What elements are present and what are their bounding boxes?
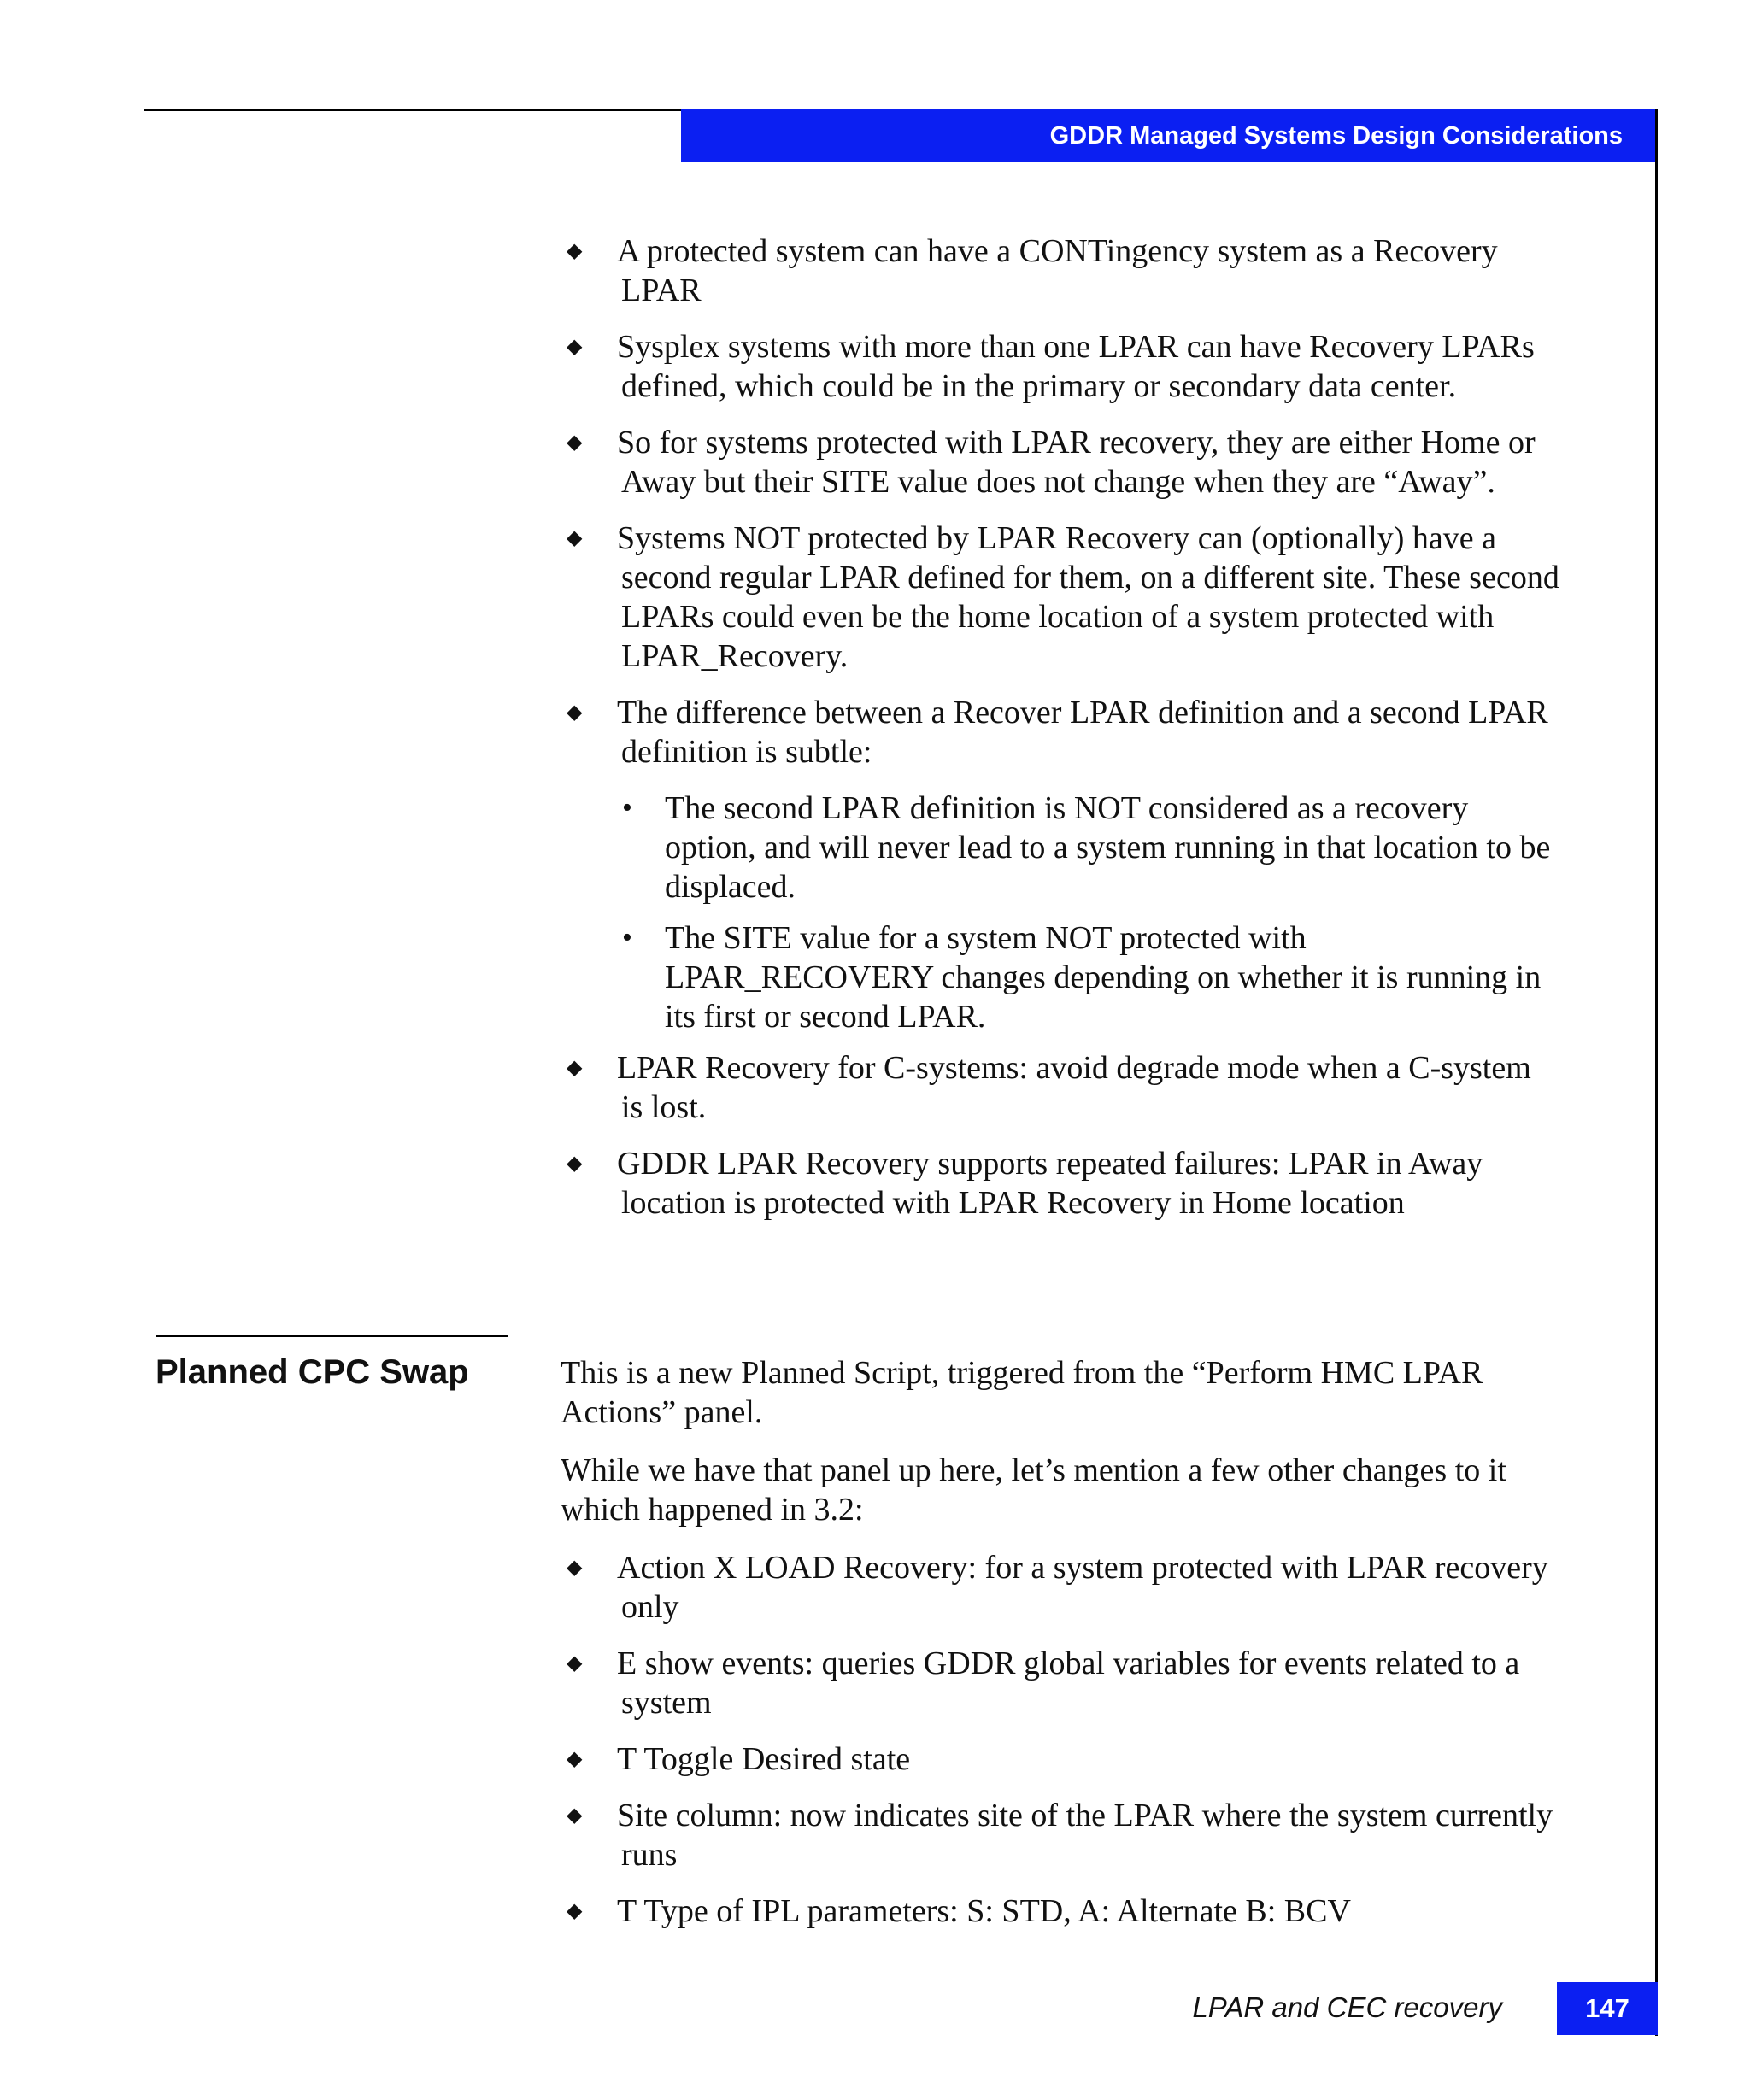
footer-chapter-title: LPAR and CEC recovery <box>1192 1991 1502 2023</box>
section-body <box>561 1353 1569 1931</box>
diamond-bullet-icon: ◆ <box>567 527 583 549</box>
section-rule <box>156 1335 508 1337</box>
running-header <box>681 109 1658 162</box>
dot-bullet-icon: • <box>622 922 632 953</box>
list-item: ◆ Action X LOAD Recovery: for a system protected with LPAR recovery only <box>567 1550 1548 1625</box>
paragraph: While we have that panel up here, let’s mention a few other changes to it which happened in 3.2: <box>561 1452 1506 1528</box>
list-item: ◆ Sysplex systems with more than one LPAR can have Recovery LPARs defined, which could be in the primary or secondary data center. <box>567 329 1535 404</box>
page-number <box>1557 1982 1658 2035</box>
bullet-list-top <box>561 232 1569 1223</box>
list-item: ◆ So for systems protected with LPAR recovery, they are either Home or Away but their SITE value does not change when they are “Away”. <box>567 425 1536 500</box>
list-item: ◆ E show events: queries GDDR global variables for events related to a system <box>567 1645 1520 1721</box>
running-header-title: GDDR Managed Systems Design Considerations <box>1049 121 1623 150</box>
paragraph: This is a new Planned Script, triggered from the “Perform HMC LPAR Actions” panel. <box>561 1355 1483 1430</box>
diamond-bullet-icon: ◆ <box>567 1804 583 1827</box>
list-item: ◆ Site column: now indicates site of the LPAR where the system currently runs <box>567 1798 1553 1873</box>
diamond-bullet-icon: ◆ <box>567 701 583 724</box>
sub-list-item: • The SITE value for a system NOT protected with LPAR_RECOVERY changes depending on whether it is running in its first or second LPAR. <box>622 920 1542 1035</box>
diamond-bullet-icon: ◆ <box>567 431 583 454</box>
list-item: ◆ GDDR LPAR Recovery supports repeated failures: LPAR in Away location is protected with LPAR Recovery in Home location <box>567 1146 1483 1221</box>
list-item: ◆ T Type of IPL parameters: S: STD, A: Alternate B: BCV <box>567 1893 1351 1929</box>
list-item: ◆ A protected system can have a CONTingency system as a Recovery LPAR <box>567 233 1498 308</box>
diamond-bullet-icon: ◆ <box>567 1557 583 1579</box>
diamond-bullet-icon: ◆ <box>567 1153 583 1175</box>
diamond-bullet-icon: ◆ <box>567 1652 583 1675</box>
diamond-bullet-icon: ◆ <box>567 336 583 358</box>
right-margin-rule <box>1655 109 1658 2036</box>
sub-list-item: • The second LPAR definition is NOT considered as a recovery option, and will never lead to a system running in that location to be displaced. <box>622 790 1551 905</box>
dot-bullet-icon: • <box>622 792 632 824</box>
diamond-bullet-icon: ◆ <box>567 240 583 262</box>
page-number-label: 147 <box>1585 1993 1630 2023</box>
list-item: ◆ LPAR Recovery for C-systems: avoid degrade mode when a C-system is lost. <box>567 1050 1531 1125</box>
section-heading: Planned CPC Swap <box>156 1353 469 1391</box>
list-item: ◆ The difference between a Recover LPAR definition and a second LPAR definition is subtle: <box>567 695 1548 770</box>
diamond-bullet-icon: ◆ <box>567 1057 583 1079</box>
list-item: ◆ Systems NOT protected by LPAR Recovery can (optionally) have a second regular LPAR defined for them, on a different site. These second LPARs could even be the home location of a system protected with LPAR_Recovery. <box>567 520 1559 674</box>
diamond-bullet-icon: ◆ <box>567 1900 583 1922</box>
list-item: ◆ T Toggle Desired state <box>567 1741 911 1777</box>
diamond-bullet-icon: ◆ <box>567 1748 583 1770</box>
